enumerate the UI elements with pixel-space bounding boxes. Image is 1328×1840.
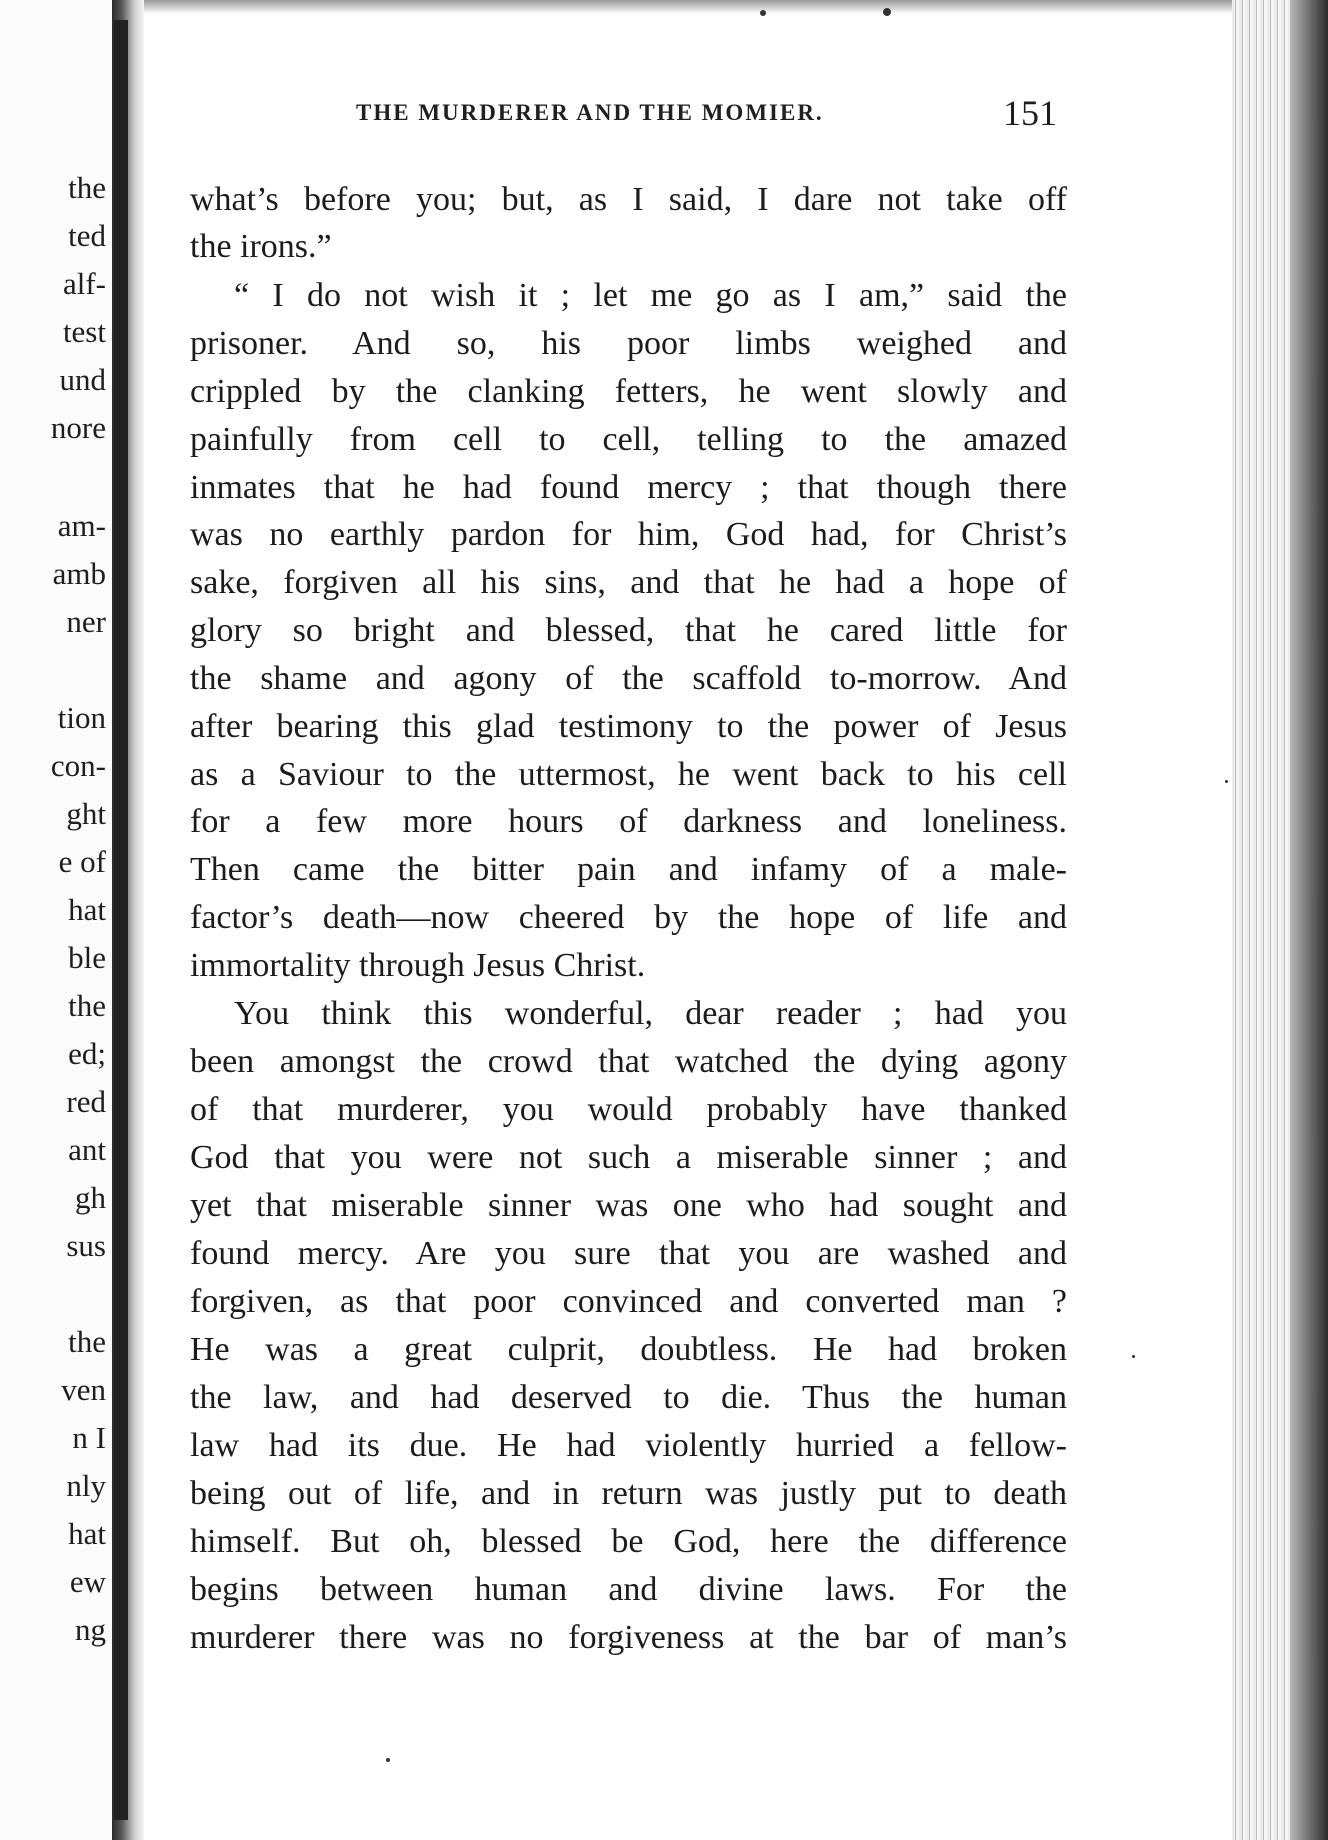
left-page-fragment: alf- (62, 266, 106, 301)
text-line: found mercy. Are you sure that you are washed and (190, 1235, 1067, 1272)
text-line: murderer there was no forgiveness at the bar of man’s (190, 1619, 1067, 1656)
left-page-fragment: ng (75, 1612, 106, 1647)
text-line: after bearing this glad testimony to the power of Jesus (190, 708, 1067, 745)
text-line: the shame and agony of the scaffold to-morrow. And (190, 660, 1067, 697)
left-page-fragment: the (68, 1324, 106, 1359)
left-facing-page (0, 0, 112, 1840)
left-page-fragment: nly (66, 1468, 106, 1503)
text-line: “ I do not wish it ; let me go as I am,” said the (234, 277, 1067, 314)
left-page-fragment: gh (75, 1180, 106, 1215)
scan-speck (760, 10, 766, 16)
text-line: himself. But oh, blessed be God, here the difference (190, 1523, 1067, 1560)
left-page-fragment: ed; (68, 1036, 106, 1071)
left-page-fragment: und (59, 362, 106, 397)
text-line: factor’s death—now cheered by the hope of life and (190, 899, 1067, 936)
text-line: glory so bright and blessed, that he cared little for (190, 612, 1067, 649)
left-page-fragment: nore (50, 410, 106, 445)
gutter-shadow (114, 20, 128, 1820)
top-edge-shadow (112, 0, 1328, 14)
text-line: forgiven, as that poor convinced and converted man ? (190, 1283, 1067, 1320)
left-page-fragment: hat (68, 1516, 106, 1551)
text-line: for a few more hours of darkness and loneliness. (190, 803, 1067, 840)
left-page-fragment: amb (52, 556, 106, 591)
left-page-fragment: con- (50, 748, 106, 783)
text-line: Then came the bitter pain and infamy of a male- (190, 851, 1067, 888)
text-line: yet that miserable sinner was one who had sought and (190, 1187, 1067, 1224)
scan-speck (883, 8, 891, 16)
text-line: as a Saviour to the uttermost, he went back to his cell (190, 756, 1067, 793)
left-page-fragment: tion (57, 700, 106, 735)
scan-speck (1225, 780, 1228, 783)
text-line: the law, and had deserved to die. Thus the human (190, 1379, 1067, 1416)
text-line: He was a great culprit, doubtless. He had broken (190, 1331, 1067, 1368)
text-line: prisoner. And so, his poor limbs weighed and (190, 325, 1067, 362)
book-edge-shadow (1290, 0, 1328, 1840)
left-page-fragment: ner (66, 604, 106, 639)
left-page-fragment: am- (57, 508, 106, 543)
text-line: God that you were not such a miserable sinner ; and (190, 1139, 1067, 1176)
text-line: was no earthly pardon for him, God had, for Christ’s (190, 516, 1067, 553)
left-page-fragment: red (66, 1084, 106, 1119)
left-page-fragment: test (62, 314, 106, 349)
left-page-fragment: ant (68, 1132, 106, 1167)
text-line: painfully from cell to cell, telling to the amazed (190, 421, 1067, 458)
text-line: of that murderer, you would probably have thanked (190, 1091, 1067, 1128)
left-page-fragment: the (68, 170, 106, 205)
running-header: THE MURDERER AND THE MOMIER. (356, 100, 824, 125)
left-page-fragment: ew (69, 1564, 106, 1599)
text-line: immortality through Jesus Christ. (190, 947, 646, 984)
text-line: the irons.” (190, 228, 332, 265)
text-line: law had its due. He had violently hurried a fellow- (190, 1427, 1067, 1464)
left-page-fragment: hat (68, 892, 106, 927)
text-line: been amongst the crowd that watched the dying agony (190, 1043, 1067, 1080)
text-line: being out of life, and in return was justly put to death (190, 1475, 1067, 1512)
text-line: sake, forgiven all his sins, and that he had a hope of (190, 564, 1067, 601)
page-number: 151 (1003, 93, 1057, 133)
text-line: crippled by the clanking fetters, he went slowly and (190, 373, 1067, 410)
scan-speck (386, 1758, 390, 1762)
left-page-fragment: ted (68, 218, 106, 253)
left-page-fragment: ght (66, 796, 106, 831)
text-line: inmates that he had found mercy ; that though there (190, 469, 1067, 506)
left-page-fragment: n I (72, 1420, 106, 1455)
left-page-fragment: the (68, 988, 106, 1023)
left-page-fragment: sus (66, 1228, 106, 1263)
text-line: You think this wonderful, dear reader ; had you (234, 995, 1067, 1032)
scan-speck (1132, 1355, 1135, 1358)
text-line: what’s before you; but, as I said, I dare not take off (190, 181, 1067, 218)
left-page-fragment: e of (58, 844, 106, 879)
left-page-fragment: ble (68, 940, 106, 975)
left-page-fragment: ven (61, 1372, 106, 1407)
text-line: begins between human and divine laws. For the (190, 1571, 1067, 1608)
